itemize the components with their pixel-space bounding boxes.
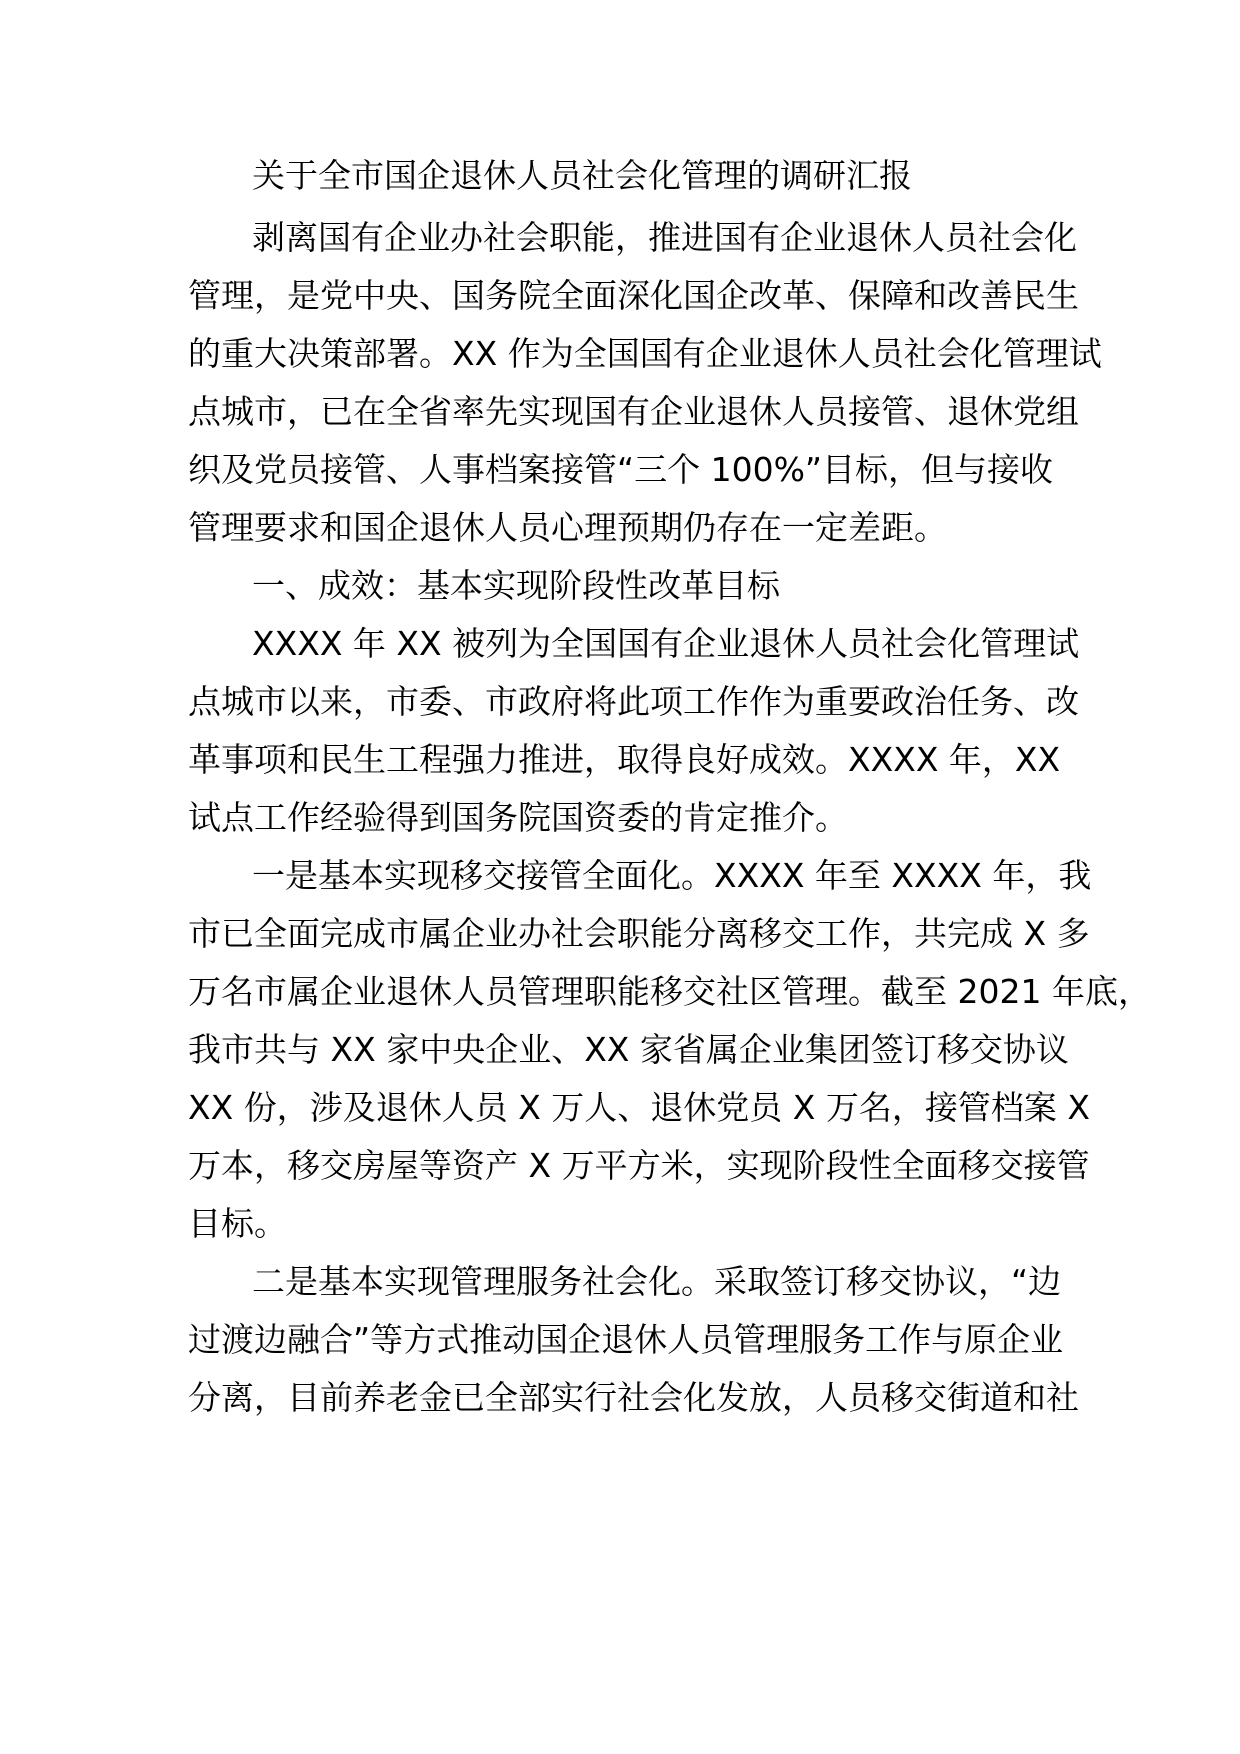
paragraph-line: 一是基本实现移交接管全面化。XXXX 年至 XXXX 年，我	[252, 856, 1092, 895]
paragraph-line: 管理，是党中央、国务院全面深化国企改革、保障和改善民生	[188, 276, 1079, 315]
paragraph-line: 万名市属企业退休人员管理职能移交社区管理。截至 2021 年底，	[188, 972, 1151, 1011]
paragraph-line: 剥离国有企业办社会职能，推进国有企业退休人员社会化	[252, 218, 1077, 257]
paragraph-line: 过渡边融合”等方式推动国企退休人员管理服务工作与原企业	[188, 1320, 1064, 1359]
paragraph-line: 二是基本实现管理服务社会化。采取签订移交协议，“边	[252, 1262, 1062, 1301]
paragraph-line: 管理要求和国企退休人员心理预期仍存在一定差距。	[188, 508, 947, 547]
paragraph-line: 市已全面完成市属企业办社会职能分离移交工作，共完成 X 多	[188, 914, 1090, 953]
paragraph-line: 试点工作经验得到国务院国资委的肯定推介。	[188, 798, 848, 837]
section-heading: 一、成效：基本实现阶段性改革目标	[252, 566, 780, 605]
paragraph-line: 织及党员接管、人事档案接管“三个 100%”目标，但与接收	[188, 450, 1054, 489]
paragraph-line: 万本，移交房屋等资产 X 万平方米，实现阶段性全面移交接管	[188, 1146, 1090, 1185]
paragraph-line: 点城市，已在全省率先实现国有企业退休人员接管、退休党组	[188, 392, 1079, 431]
paragraph-line: XX 份，涉及退休人员 X 万人、退休党员 X 万名，接管档案 X	[188, 1088, 1090, 1127]
paragraph-line: XXXX 年 XX 被列为全国国有企业退休人员社会化管理试	[252, 624, 1080, 663]
document-title: 关于全市国企退休人员社会化管理的调研汇报	[252, 156, 912, 195]
paragraph-line: 目标。	[188, 1204, 287, 1243]
paragraph-line: 革事项和民生工程强力推进，取得良好成效。XXXX 年，XX	[188, 740, 1061, 779]
paragraph-line: 的重大决策部署。XX 作为全国国有企业退休人员社会化管理试	[188, 334, 1102, 373]
paragraph-line: 分离，目前养老金已全部实行社会化发放，人员移交街道和社	[188, 1378, 1079, 1417]
paragraph-line: 我市共与 XX 家中央企业、XX 家省属企业集团签订移交协议	[188, 1030, 1069, 1069]
paragraph-line: 点城市以来，市委、市政府将此项工作作为重要政治任务、改	[188, 682, 1079, 721]
